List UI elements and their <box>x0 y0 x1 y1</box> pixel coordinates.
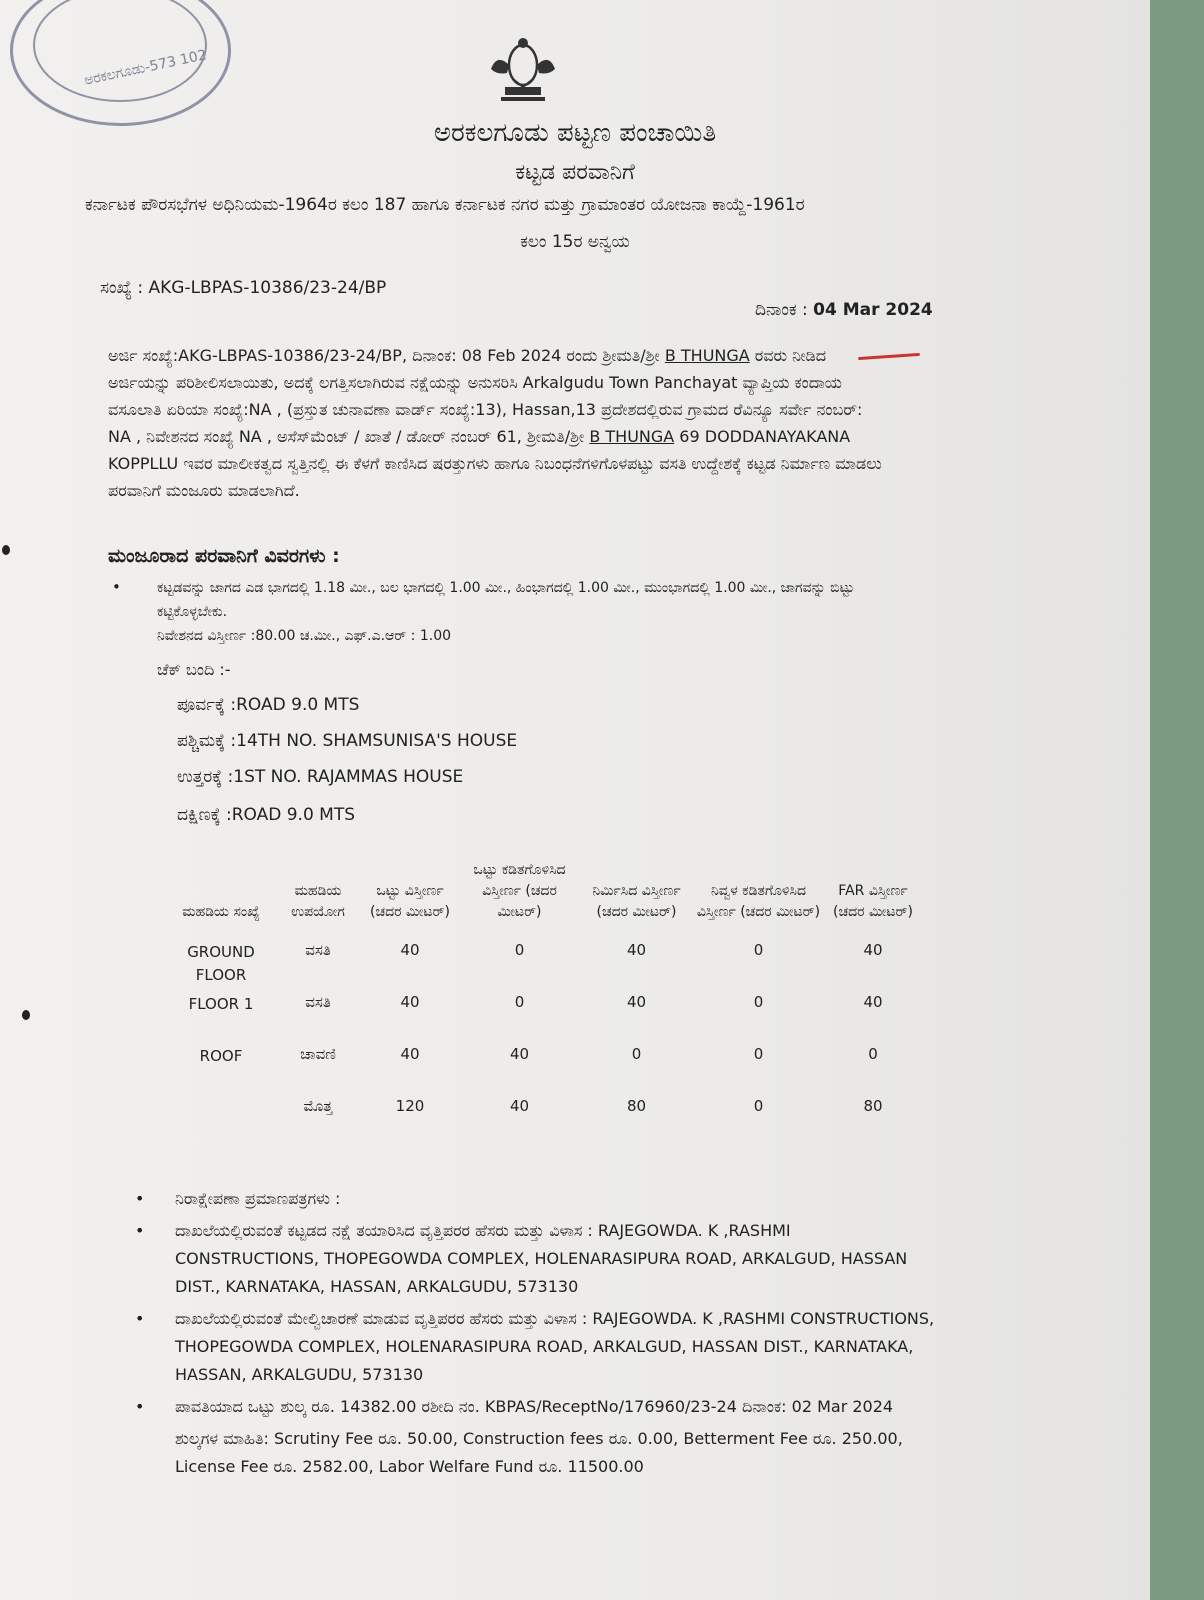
row-total: 40 <box>400 941 420 959</box>
state-emblem-icon <box>483 35 563 105</box>
office-seal <box>10 0 231 126</box>
col-far-area: FAR ವಿಸ್ತೀರ್ಣ (ಚದರ ಮೀಟರ್) <box>833 883 913 920</box>
bullet: • <box>135 1309 145 1328</box>
boundary-south: ದಕ್ಷಿಣಕ್ಕೆ :ROAD 9.0 MTS <box>177 805 356 825</box>
boundary-east: ಪೂರ್ವಕ್ಕೆ :ROAD 9.0 MTS <box>177 695 360 715</box>
date-value: 04 Mar 2024 <box>813 300 933 320</box>
reference-number <box>100 278 386 298</box>
col-net-deducted: ನಿವ್ವಳ ಕಡಿತಗೊಳಿಸಿದ ವಿಸ್ತೀರ್ಣ (ಚದರ ಮೀಟರ್) <box>696 883 821 920</box>
total-deducted: 40 <box>509 1097 530 1115</box>
site-area-line: ನಿವೇಶನದ ವಿಸ್ತೀರ್ಣ :80.00 ಚ.ಮೀ., ಎಫ್.ಎ.ಆರ್ : 1.00 <box>157 628 452 644</box>
boundary-west: ಪಶ್ಚಿಮಕ್ಕೆ :14TH NO. SHAMSUNISA'S HOUSE <box>177 731 518 751</box>
noc-heading: ನಿರಾಕ್ಷೇಪಣಾ ಪ್ರಮಾಣಪತ್ರಗಳು : <box>175 1189 341 1208</box>
col-total-area: ಒಟ್ಟು ವಿಸ್ತೀರ್ಣ (ಚದರ ಮೀಟರ್) <box>370 883 450 920</box>
row-built: 0 <box>631 1045 642 1063</box>
col-floor-use: ಮಹಡಿಯ ಉಪಯೋಗ <box>291 883 345 920</box>
total-built: 80 <box>626 1097 647 1115</box>
reference-value: AKG-LBPAS-10386/23-24/BP <box>148 278 387 298</box>
owner-name: B THUNGA <box>589 427 675 446</box>
total-total: 120 <box>395 1097 425 1115</box>
row-floor: FLOOR 1 <box>188 995 254 1013</box>
setback-details <box>157 576 897 648</box>
row-far: 40 <box>863 993 883 1011</box>
punch-hole-mark <box>22 1010 30 1020</box>
seal-text: ಅರಕಲಗೂಡು-573 102 <box>82 47 209 89</box>
list-item <box>135 1217 935 1301</box>
setback-bullet: • <box>112 578 121 596</box>
list-item <box>135 1185 935 1213</box>
total-far: 80 <box>863 1097 883 1115</box>
row-floor: ROOF <box>199 1047 243 1065</box>
date-label: ದಿನಾಂಕ : <box>755 300 808 320</box>
boundary-north: ಉತ್ತರಕ್ಕೆ :1ST NO. RAJAMMAS HOUSE <box>177 767 464 787</box>
intro-part3: 69 DODDANAYAKANA KOPPLLU ಇವರ ಮಾಲೀಕತ್ವದ ಸ್ವತ್ತಿನಲ್ಲಿ ಈ ಕೆಳಗೆ ಕಾಣಿಸಿದ ಷರತ್ತುಗಳು ಹಾಗೂ ನಿಬಂಧನೆಗಳಿಗೊಳಪಟ್ಟು ವಸತಿ ಉದ್ದೇಶಕ್ಕೆ ಕಟ್ಟಡ ನಿರ್ಮಾಣ ಮಾಡಲು ಪರವಾನಿಗೆ ಮಂಜೂರು ಮಾಡಲಾಗಿದೆ. <box>108 427 882 500</box>
table-row <box>170 941 919 993</box>
table-total-row <box>170 1097 919 1149</box>
row-built: 40 <box>626 941 647 959</box>
row-deducted: 0 <box>514 941 525 959</box>
document-title: ಕಟ್ಟಡ ಪರವಾನಿಗೆ <box>515 160 635 185</box>
intro-part1: ಅರ್ಜಿ ಸಂಖ್ಯೆ:AKG-LBPAS-10386/23-24/BP, ದಿನಾಂಕ: 08 Feb 2024 ರಂದು ಶ್ರೀಮತಿ/ಶ್ರೀ <box>108 346 665 365</box>
row-built: 40 <box>626 993 647 1011</box>
row-deducted: 0 <box>514 993 525 1011</box>
row-use: ವಸತಿ <box>305 993 331 1011</box>
row-far: 0 <box>868 1045 878 1063</box>
punch-hole-mark <box>2 545 10 555</box>
seal-inner-ring <box>33 0 207 102</box>
row-total: 40 <box>400 993 420 1011</box>
act-reference-line1: ಕರ್ನಾಟಕ ಪೌರಸಭೆಗಳ ಅಧಿನಿಯಮ-1964ರ ಕಲಂ 187 ಹಾಗೂ ಕರ್ನಾಟಕ ನಗರ ಮತ್ತು ಗ್ರಾಮಾಂತರ ಯೋಜನಾ ಕಾಯ್ದೆ-1961ರ <box>85 195 805 215</box>
bullet: • <box>135 1397 145 1416</box>
table-row <box>170 993 919 1045</box>
act-reference-line2: ಕಲಂ 15ರ ಅನ್ವಯ <box>520 232 630 252</box>
supervisor-details: ದಾಖಲೆಯಲ್ಲಿರುವಂತೆ ಮೇಲ್ವಿಚಾರಣೆ ಮಾಡುವ ವೃತ್ತಿಪರರ ಹೆಸರು ಮತ್ತು ವಿಳಾಸ : RAJEGOWDA. K ,RASHMI CONSTRUCTIONS, THOPEGOWDA COMPLEX, HOLENARASIPURA ROAD, ARKALGUD, HASSAN DIST., KARNATAKA, HASSAN, ARKALGUDU, 573130 <box>175 1309 935 1384</box>
col-floor-number: ಮಹಡಿಯ ಸಂಖ್ಯೆ <box>182 904 260 920</box>
check-bandi-label: ಚೆಕ್ ಬಂದಿ :- <box>157 660 231 679</box>
details-list <box>135 1185 935 1485</box>
row-net: 0 <box>753 941 764 959</box>
fee-breakdown: ಶುಲ್ಕಗಳ ಮಾಹಿತಿ: Scrutiny Fee ರೂ. 50.00, Construction fees ರೂ. 0.00, Betterment Fee ರೂ. 250.00, License Fee ರೂ. 2582.00, Labor Welfare Fund ರೂ. 11500.00 <box>175 1429 903 1476</box>
row-use: ವಸತಿ <box>305 941 331 959</box>
issue-date <box>755 300 933 320</box>
bullet: • <box>135 1221 145 1240</box>
applicant-name: B THUNGA <box>664 346 750 365</box>
list-item <box>135 1305 935 1389</box>
row-total: 40 <box>400 1045 420 1063</box>
table-header-row <box>170 860 919 941</box>
office-name: ಅರಕಲಗೂಡು ಪಟ್ಟಣ ಪಂಚಾಯಿತಿ <box>433 118 717 148</box>
list-item <box>135 1425 935 1481</box>
col-built-area: ನಿರ್ಮಿಸಿದ ವಿಸ್ತೀರ್ಣ (ಚದರ ಮೀಟರ್) <box>592 883 681 920</box>
total-label: ಮೊತ್ತ <box>303 1097 333 1115</box>
list-item <box>135 1393 935 1421</box>
row-floor: GROUND FLOOR <box>187 943 255 984</box>
bullet: • <box>135 1189 145 1208</box>
table-row <box>170 1045 919 1097</box>
reference-label: ಸಂಖ್ಯೆ : <box>100 278 144 298</box>
designer-details: ದಾಖಲೆಯಲ್ಲಿರುವಂತೆ ಕಟ್ಟಡದ ನಕ್ಷೆ ತಯಾರಿಸಿದ ವೃತ್ತಿಪರರ ಹೆಸರು ಮತ್ತು ವಿಳಾಸ : RAJEGOWDA. K ,RASHMI CONSTRUCTIONS, THOPEGOWDA COMPLEX, HOLENARASIPURA ROAD, ARKALGUD, HASSAN DIST., KARNATAKA, HASSAN, ARKALGUDU, 573130 <box>175 1221 908 1296</box>
setback-line: ಕಟ್ಟಡವನ್ನು ಜಾಗದ ಎಡ ಭಾಗದಲ್ಲಿ 1.18 ಮೀ., ಬಲ ಭಾಗದಲ್ಲಿ 1.00 ಮೀ., ಹಿಂಭಾಗದಲ್ಲಿ 1.00 ಮೀ., ಮುಂಭಾಗದಲ್ಲಿ 1.00 ಮೀ., ಜಾಗವನ್ನು ಬಿಟ್ಟು ಕಟ್ಟಿಕೊಳ್ಳಬೇಕು. <box>157 580 855 620</box>
intro-part2: ರವರು ನೀಡಿದ ಅರ್ಜಿಯನ್ನು ಪರಿಶೀಲಿಸಲಾಯಿತು, ಅದಕ್ಕೆ ಲಗತ್ತಿಸಲಾಗಿರುವ ನಕ್ಷೆಯನ್ನು ಅನುಸರಿಸಿ Arkalgudu Town Panchayat ವ್ಯಾಪ್ತಿಯ ಕಂದಾಯ ವಸೂಲಾತಿ ಏರಿಯಾ ಸಂಖ್ಯೆ:NA , (ಪ್ರಸ್ತುತ ಚುನಾವಣಾ ವಾರ್ಡ್ ಸಂಖ್ಯೆ:13), Hassan,13 ಪ್ರದೇಶದಲ್ಲಿರುವ ಗ್ರಾಮದ ರೆವಿನ್ಯೂ ಸರ್ವೇ ನಂಬರ್: NA , ನಿವೇಶನದ ಸಂಖ್ಯೆ NA , ಅಸೆಸ್‌ಮೆಂಟ್ / ಖಾತೆ / ಡೋರ್ ನಂಬರ್ 61, ಶ್ರೀಮತಿ/ಶ್ರೀ <box>108 346 863 446</box>
col-deducted-area: ಒಟ್ಟು ಕಡಿತಗೊಳಿಸಿದ ವಿಸ್ತೀರ್ಣ (ಚದರ ಮೀಟರ್) <box>473 862 566 920</box>
intro-paragraph <box>108 342 888 504</box>
section-title: ಮಂಜೂರಾದ ಪರವಾನಿಗೆ ವಿವರಗಳು : <box>108 545 340 567</box>
row-net: 0 <box>753 993 764 1011</box>
fee-payment-details: ಪಾವತಿಯಾದ ಒಟ್ಟು ಶುಲ್ಕ ರೂ. 14382.00 ರಶೀದಿ ನಂ. KBPAS/ReceptNo/176960/23-24 ದಿನಾಂಕ: 02 Mar 2024 <box>175 1397 894 1416</box>
row-far: 40 <box>863 941 883 959</box>
row-use: ಚಾವಣಿ <box>300 1045 336 1063</box>
total-net: 0 <box>753 1097 764 1115</box>
row-net: 0 <box>753 1045 764 1063</box>
row-deducted: 40 <box>509 1045 530 1063</box>
floor-area-table <box>170 860 919 1149</box>
